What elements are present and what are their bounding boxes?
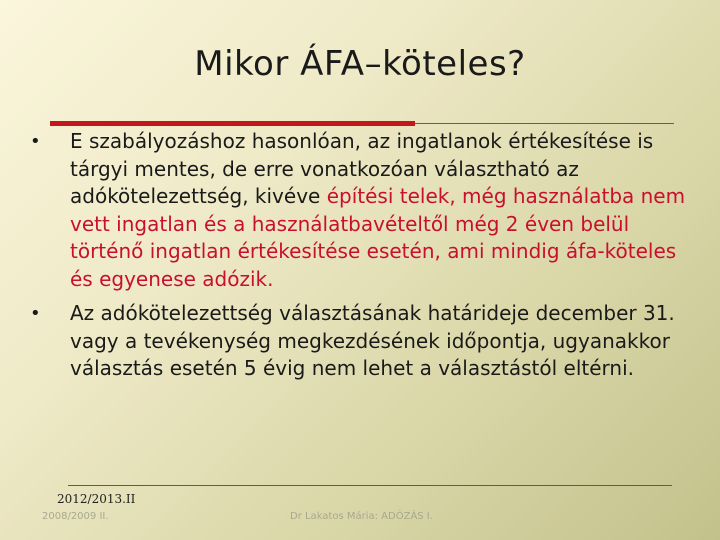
footer-divider xyxy=(68,485,672,486)
slide-body xyxy=(26,128,686,390)
bullet-marker: • xyxy=(30,131,41,152)
bullet-item-1 xyxy=(26,128,686,293)
footer-ghost-year: 2008/2009 II. xyxy=(42,511,109,522)
footer-year: 2012/2013.II xyxy=(57,492,136,506)
footer-author: Dr Lakatos Mária: ADÓZÁS I. xyxy=(290,511,433,522)
bullet-marker: • xyxy=(30,303,41,324)
slide-title: Mikor ÁFA–köteles? xyxy=(194,44,526,84)
bullet-2-text: Az adókötelezettség választásának határideje december 31. vagy a tevékenység megkezdésének időpontja, ugyanakkor választás esetén 5 évig nem lehet a választástól eltérni. xyxy=(70,301,675,380)
bullet-1-text: E szabályozáshoz hasonlóan, az ingatlanok értékesítése is tárgyi mentes, de erre vonatkozóan választható az adókötelezettség, kivéve xyxy=(70,129,654,208)
bullet-1-highlight: építési telek, még használatba nem vett ingatlan és a használatbavételtől még 2 éven belül történő ingatlan értékesítése esetén, ami mindig áfa-köteles és egyenese adózik. xyxy=(70,184,686,291)
bullet-item-2 xyxy=(26,300,686,383)
title-divider-accent xyxy=(50,121,415,126)
